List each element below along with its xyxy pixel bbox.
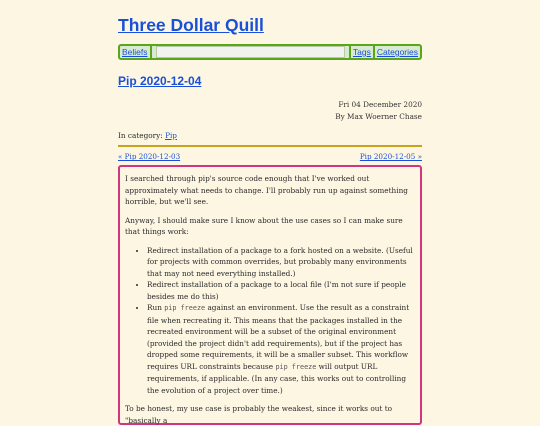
paragraph: I searched through pip's source code enough that I've worked out approximately what needs to change. I'll probably run up against something horrible, but we'll see. bbox=[125, 174, 408, 206]
post-pagination bbox=[118, 152, 422, 162]
list-item: • Redirect installation of a package to a local file (I'm not sure if people besides me do this) bbox=[147, 279, 415, 302]
nav-search-input[interactable] bbox=[156, 46, 345, 58]
post-meta bbox=[118, 99, 422, 123]
nav-beliefs-link[interactable]: Beliefs bbox=[122, 47, 148, 57]
list-item bbox=[147, 302, 415, 396]
post-title-link[interactable]: Pip 2020-12-04 bbox=[118, 74, 202, 88]
post-date: Fri 04 December 2020 bbox=[338, 100, 422, 109]
nav-divider bbox=[150, 46, 152, 58]
post-author: By Max Woerner Chase bbox=[335, 112, 422, 121]
list-text: will output URL requirements, if applicable. (In any case, this works out to controlling the evolution of a project over time.) bbox=[147, 361, 407, 395]
inline-code: pip freeze bbox=[164, 304, 206, 312]
list-text: against an environment. Use the result as a constraint file when recreating it. This means that the packages installed in the recreated environment will be a subset of the original environment (provided the project didn't add requirements), but if the project has dropped some requirements, it will be a smaller subset. This workflow requires URL constraints because bbox=[147, 303, 410, 371]
post-category bbox=[118, 130, 422, 141]
category-link[interactable]: Pip bbox=[165, 131, 177, 140]
nav-divider bbox=[349, 46, 351, 58]
page bbox=[118, 0, 422, 425]
paragraph: To be honest, my use case is probably the weakest, since it works out to "basically a bbox=[125, 404, 393, 425]
divider-rule bbox=[118, 145, 422, 147]
use-case-list bbox=[125, 245, 415, 397]
nav-bar bbox=[118, 44, 422, 60]
list-text: Run bbox=[147, 303, 165, 312]
nav-divider bbox=[373, 46, 375, 58]
next-post-link[interactable]: Pip 2020-12-05 » bbox=[359, 152, 422, 161]
inline-code: pip freeze bbox=[275, 362, 317, 371]
list-item: • Redirect installation of a package to a fork hosted on a website. (Useful for projects with common overrides, but probably many environments that may not need everything installed.) bbox=[147, 245, 415, 280]
post-body bbox=[118, 165, 422, 425]
nav-categories-link[interactable]: Categories bbox=[376, 47, 418, 57]
site-title-link[interactable]: Three Dollar Quill bbox=[118, 15, 264, 35]
category-label: In category: bbox=[118, 131, 163, 140]
paragraph: Anyway, I should make sure I know about the use cases so I can make sure that things work: bbox=[125, 215, 403, 236]
prev-post-link[interactable]: « Pip 2020-12-03 bbox=[118, 152, 181, 161]
nav-tags-link[interactable]: Tags bbox=[352, 47, 371, 57]
